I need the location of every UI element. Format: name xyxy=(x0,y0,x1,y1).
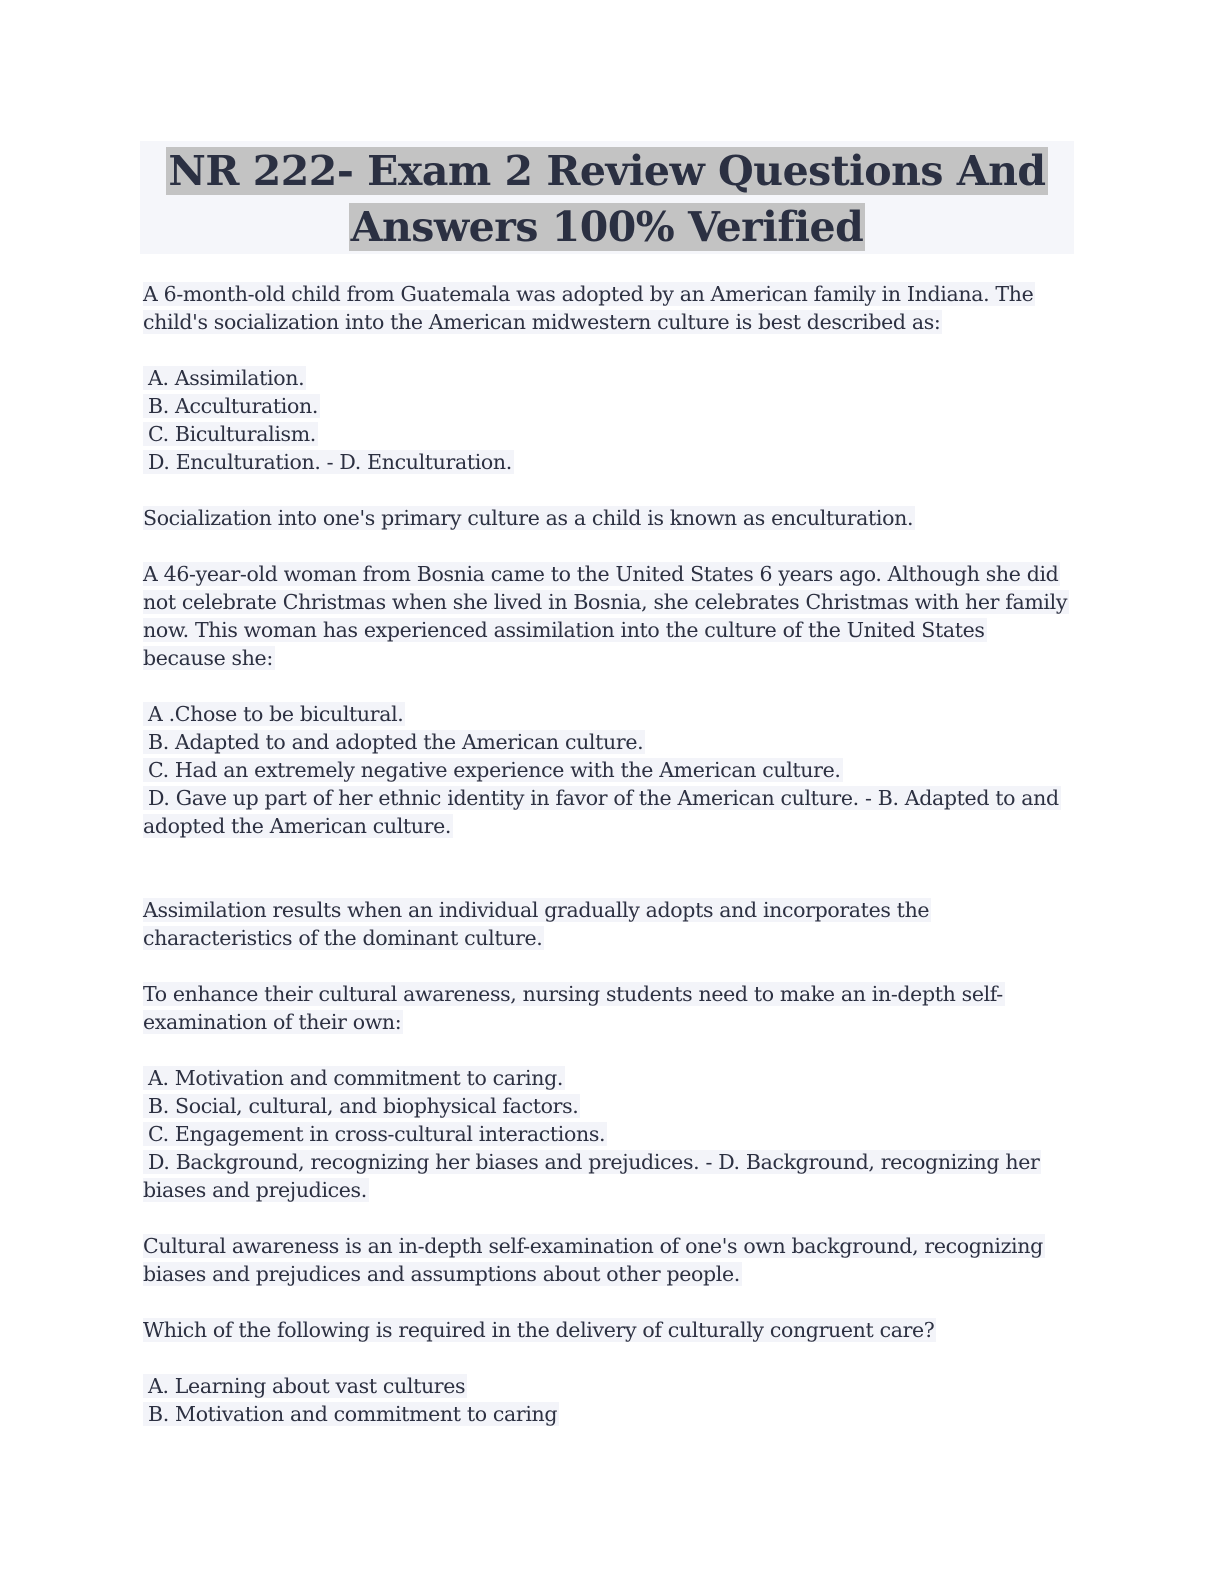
question-text: A 6-month-old child from Guatemala was adopted by an American family in Indiana. The xyxy=(143,282,1034,306)
title-line-2: Answers 100% Verified xyxy=(350,203,864,251)
question-text: To enhance their cultural awareness, nursing students need to make an in-depth self- xyxy=(143,982,1003,1006)
answer-option: C. Engagement in cross-cultural interactions. xyxy=(143,1120,1083,1148)
title-line-1: NR 222- Exam 2 Review Questions And xyxy=(168,147,1046,195)
answer-option: A .Chose to be bicultural. xyxy=(143,700,1083,728)
rationale-text: Cultural awareness is an in-depth self-examination of one's own background, recognizing xyxy=(143,1234,1043,1258)
question-text: not celebrate Christmas when she lived in Bosnia, she celebrates Christmas with her family xyxy=(143,590,1068,614)
rationale-text: characteristics of the dominant culture. xyxy=(143,926,543,950)
answer-option: B. Social, cultural, and biophysical factors. xyxy=(143,1092,1083,1120)
answer-option: D. Enculturation. - D. Enculturation. xyxy=(143,448,1083,476)
document-body xyxy=(143,280,1083,1428)
question-text: Which of the following is required in the delivery of culturally congruent care? xyxy=(143,1318,935,1342)
question-text: examination of their own: xyxy=(143,1010,402,1034)
rationale-text: Assimilation results when an individual gradually adopts and incorporates the xyxy=(143,898,930,922)
question-text: because she: xyxy=(143,646,273,670)
answer-option: B. Acculturation. xyxy=(143,392,1083,420)
answer-option: A. Assimilation. xyxy=(143,364,1083,392)
rationale-text: biases and prejudices and assumptions about other people. xyxy=(143,1262,740,1286)
answer-option: C. Biculturalism. xyxy=(143,420,1083,448)
answer-continuation: adopted the American culture. xyxy=(143,814,452,838)
rationale-text: Socialization into one's primary culture as a child is known as enculturation. xyxy=(143,506,914,530)
document-title xyxy=(140,141,1074,254)
answer-option: D. Background, recognizing her biases and prejudices. - D. Background, recognizing her xyxy=(143,1148,1083,1176)
answer-option: B. Motivation and commitment to caring xyxy=(143,1400,1083,1428)
question-text: A 46-year-old woman from Bosnia came to the United States 6 years ago. Although she did xyxy=(143,562,1059,586)
answer-option: A. Motivation and commitment to caring. xyxy=(143,1064,1083,1092)
answer-option: B. Adapted to and adopted the American culture. xyxy=(143,728,1083,756)
answer-continuation: biases and prejudices. xyxy=(143,1178,367,1202)
question-text: now. This woman has experienced assimilation into the culture of the United States xyxy=(143,618,985,642)
answer-option: A. Learning about vast cultures xyxy=(143,1372,1083,1400)
answer-option: D. Gave up part of her ethnic identity in favor of the American culture. - B. Adapted to and xyxy=(143,784,1083,812)
question-text: child's socialization into the American midwestern culture is best described as: xyxy=(143,310,941,334)
answer-option: C. Had an extremely negative experience with the American culture. xyxy=(143,756,1083,784)
